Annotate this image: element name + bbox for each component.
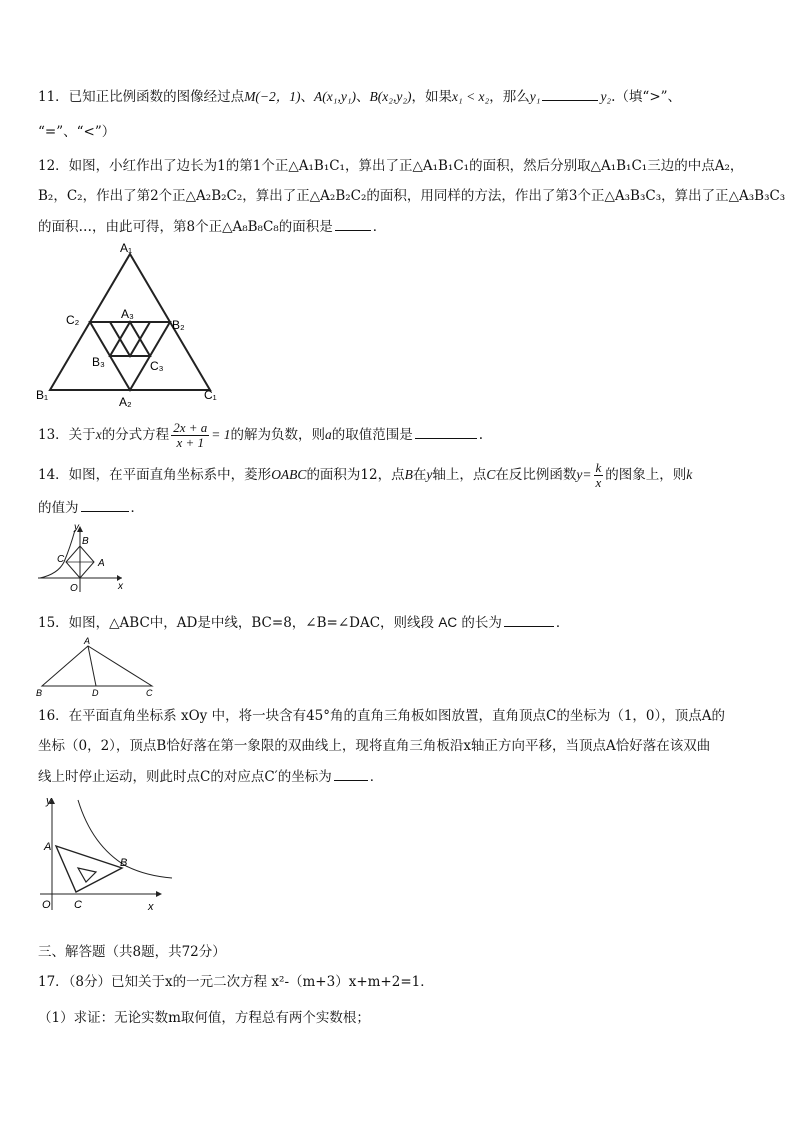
q13-equals: = 1 <box>211 427 231 442</box>
label-x: x <box>118 581 123 592</box>
q14-line2 <box>38 497 144 518</box>
q15-segment: AC <box>438 615 458 630</box>
q11-separator: 、 <box>300 89 315 105</box>
q11-point-a: A(x₁,y₁) <box>314 89 357 104</box>
q15-text: ． <box>555 615 570 631</box>
label-b: B <box>36 688 43 698</box>
q11-answer-blank[interactable] <box>542 86 598 101</box>
q16-text: ． <box>369 769 384 785</box>
q13-fraction <box>171 421 209 450</box>
q13-var-x: x <box>95 427 102 442</box>
q14-fraction-numerator: k <box>595 460 602 475</box>
label-x: x <box>148 901 154 913</box>
q14-text: 轴上，点 <box>432 467 487 483</box>
q14-text: 在反比例函数 <box>495 467 577 483</box>
q16-line3 <box>38 766 383 787</box>
label-b3: B₃ <box>92 355 105 369</box>
q11-text: ，那么 <box>489 89 530 105</box>
q14-text: 14．如图，在平面直角坐标系中，菱形 <box>38 467 272 483</box>
q13-text: 13．关于 <box>38 427 96 443</box>
triangle-inner-a <box>110 322 150 356</box>
q14-var-y: y <box>426 467 433 482</box>
x-axis-arrow <box>156 891 162 897</box>
q16-text: 线上时停止运动，则此时点C的对应点C′的坐标为 <box>38 769 332 785</box>
q14-fraction-denominator: x <box>595 475 602 490</box>
label-c: C <box>57 554 65 565</box>
q15-answer-blank[interactable] <box>504 612 554 627</box>
label-c1: C₁ <box>204 388 217 402</box>
q17-part1: （1）求证：无论实数m取何值，方程总有两个实数根； <box>38 1010 370 1026</box>
q17-line1: 17．（8分）已知关于x的一元二次方程 x²-（m+3）x+m+2=1． <box>38 974 434 990</box>
q11-point-m: M(−2，1) <box>244 89 301 104</box>
q14-line1 <box>38 460 692 490</box>
q16-line2: 坐标（0，2），顶点B恰好落在第一象限的双曲线上，现将直角三角板沿x轴正方向平移，当顶点A恰好落在该双曲 <box>38 738 711 754</box>
label-a2: A₂ <box>119 395 132 409</box>
q16-triangle-figure <box>36 792 176 914</box>
q12-triangle-figure <box>34 238 226 410</box>
q15-text: 的长为 <box>461 615 502 631</box>
section3-title: 三、解答题（共8题，共72分） <box>38 944 226 960</box>
q13-fraction-numerator: 2x + a <box>173 420 208 435</box>
label-c3: C₃ <box>150 359 164 373</box>
q12-answer-blank[interactable] <box>335 216 371 231</box>
q14-rhombus-figure <box>36 522 128 594</box>
q16-line1: 16．在平面直角坐标系 xOy 中，将一块含有45°角的直角三角板如图放置，直角顶点C的坐标为（1，0），顶点A的 <box>38 708 726 724</box>
label-d: D <box>92 688 99 698</box>
q13-var-a: a <box>324 427 332 442</box>
label-c2: C₂ <box>66 313 80 327</box>
label-b: B <box>120 857 128 869</box>
q11-line2: “=”、“<”） <box>38 124 116 140</box>
q13-line <box>38 420 483 450</box>
q12-text: ． <box>372 219 387 235</box>
q14-text: 的值为 <box>38 500 79 516</box>
set-square-outline <box>56 846 122 892</box>
q11-y2: y₂ <box>600 89 612 104</box>
q13-text: 的解为负数，则 <box>230 427 325 443</box>
label-y: y <box>74 522 79 533</box>
q14-point-c: C <box>486 467 496 482</box>
label-b1: B₁ <box>36 388 49 402</box>
label-b2: B₂ <box>172 318 185 332</box>
q12-line3 <box>38 216 386 237</box>
q14-text: ． <box>130 500 144 516</box>
q11-text: ，如果 <box>411 89 453 105</box>
q13-text: 的取值范围是 <box>331 427 413 443</box>
q15-text: 15．如图，△ABC中，AD是中线，BC=8，∠B=∠DAC，则线段 <box>38 615 435 631</box>
q11-separator: 、 <box>356 89 370 105</box>
q14-point-b: B <box>404 467 413 482</box>
q15-triangle-figure <box>34 634 162 698</box>
q14-text: 的图象上，则 <box>605 467 687 483</box>
set-square-inner <box>78 868 96 882</box>
median-ad <box>88 646 96 686</box>
q11-condition: x₁ < x₂ <box>452 89 490 104</box>
q12-text: 的面积…，由此可得，第8个正△A₈B₈C₈的面积是 <box>38 219 333 235</box>
q11-text: .（填“>”、 <box>611 89 682 105</box>
label-o: O <box>70 583 78 594</box>
q14-fraction <box>594 461 604 490</box>
label-c: C <box>146 688 153 698</box>
q14-answer-blank[interactable] <box>81 497 129 512</box>
q13-fraction-denominator: x + 1 <box>176 435 204 450</box>
q15-line <box>38 612 569 633</box>
q11-y1: y₁ <box>529 89 541 104</box>
q14-function-y: y= <box>576 467 592 482</box>
triangle-abc <box>42 646 152 686</box>
q13-text: 的分式方程 <box>101 427 170 443</box>
q16-answer-blank[interactable] <box>334 766 368 781</box>
q14-text: 的面积为12，点 <box>306 467 405 483</box>
q14-rhombus: OABC <box>271 467 307 482</box>
q13-text: . <box>478 427 484 443</box>
label-a: A <box>84 636 91 646</box>
q12-line1: 12．如图，小红作出了边长为1的第1个正△A₁B₁C₁，算出了正△A₁B₁C₁的面积，然后分别取△A₁B₁C₁三边的中点A₂， <box>38 158 744 174</box>
label-y: y <box>46 795 52 807</box>
label-a3: A₃ <box>121 307 134 321</box>
triangle-a3b3c3 <box>110 322 150 356</box>
label-a: A <box>44 841 52 853</box>
q11-line1 <box>38 86 681 107</box>
label-a1: A₁ <box>120 241 133 255</box>
label-c: C <box>74 899 82 911</box>
q11-point-b: B(x₂,y₂) <box>369 89 412 104</box>
q14-var-k: k <box>686 467 693 482</box>
q11-text: 11．已知正比例函数的图像经过点 <box>38 89 245 105</box>
label-o: O <box>42 899 51 911</box>
q13-answer-blank[interactable] <box>415 424 477 439</box>
q14-text: 在 <box>412 467 427 483</box>
label-a: A <box>98 558 105 569</box>
q12-line2: B₂，C₂，作出了第2个正△A₂B₂C₂，算出了正△A₂B₂C₂的面积，用同样的方法，作出了第3个正△A₃B₃C₃，算出了正△A₃B₃C₃ <box>38 188 786 204</box>
label-b: B <box>82 536 89 547</box>
